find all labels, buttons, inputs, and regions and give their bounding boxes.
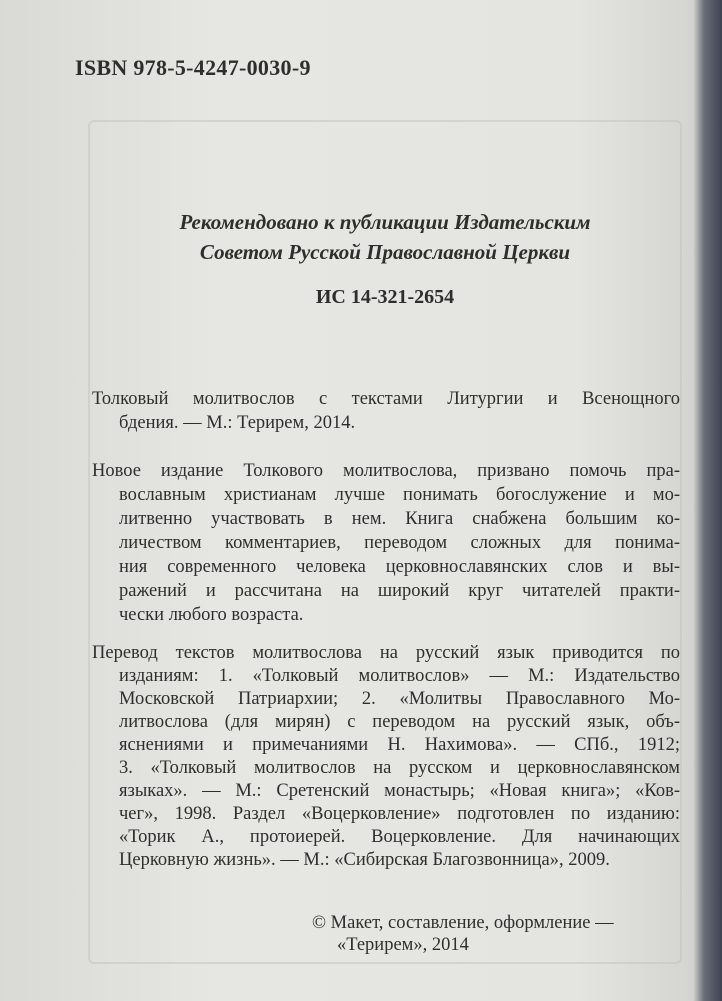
text-line: 3. «Толковый молитвослов на русском и церковнославянском xyxy=(119,758,680,778)
text-line: Перевод текстов молитвослова на русский язык приводится по xyxy=(92,643,680,663)
text-line: «Торик А., протоиерей. Воцерковление. Для начинающих xyxy=(119,827,680,847)
text-line: ражений и рассчитана на широкий круг читателей практи- xyxy=(119,581,680,601)
text-line: литвенно участвовать в нем. Книга снабжена большим ко- xyxy=(119,509,680,529)
copyright-line-2: «Терирем», 2014 xyxy=(337,935,469,955)
text-line: Московской Патриархии; 2. «Молитвы Православного Мо- xyxy=(119,689,680,709)
copyright xyxy=(312,912,614,956)
text-line: личеством комментариев, переводом сложных для понима- xyxy=(119,533,680,553)
sources xyxy=(92,642,680,872)
bibliographic-entry xyxy=(92,387,680,435)
text-line: языках». — М.: Сретенский монастырь; «Новая книга»; «Ков- xyxy=(119,781,680,801)
text-line: яснениями и примечаниями Н. Нахимова». — СПб., 1912; xyxy=(119,735,680,755)
text-line: чег», 1998. Раздел «Воцерковление» подготовлен по изданию: xyxy=(119,804,680,824)
text-line: изданиям: 1. «Толковый молитвослов» — М.: Издательство xyxy=(119,666,680,686)
text-line: Толковый молитвослов с текстами Литургии и Всенощного xyxy=(92,389,680,409)
text-line: вославным христианам лучше понимать богослужение и мо- xyxy=(119,485,680,505)
isbn: ISBN 978-5-4247-0030-9 xyxy=(75,55,311,80)
text-line: ния современного человека церковнославянских слов и вы- xyxy=(119,557,680,577)
copyright-line-1: © Макет, составление, оформление — xyxy=(312,913,614,933)
text-line: чески любого возраста. xyxy=(119,605,304,625)
text-line: литвослова (для мирян) с переводом на русский язык, объ- xyxy=(119,712,680,732)
annotation xyxy=(92,459,680,627)
text-line: бдения. — М.: Терирем, 2014. xyxy=(119,413,356,433)
recommendation-line-1: Рекомендовано к публикации Издательским xyxy=(179,210,591,234)
text-line: Церковную жизнь». — М.: «Сибирская Благозвонница», 2009. xyxy=(119,850,610,870)
recommendation-line-2: Советом Русской Православной Церкви xyxy=(199,240,571,264)
ic-number: ИС 14-321-2654 xyxy=(315,286,455,308)
text-line: Новое издание Толкового молитвослова, призвано помочь пра- xyxy=(92,461,680,481)
